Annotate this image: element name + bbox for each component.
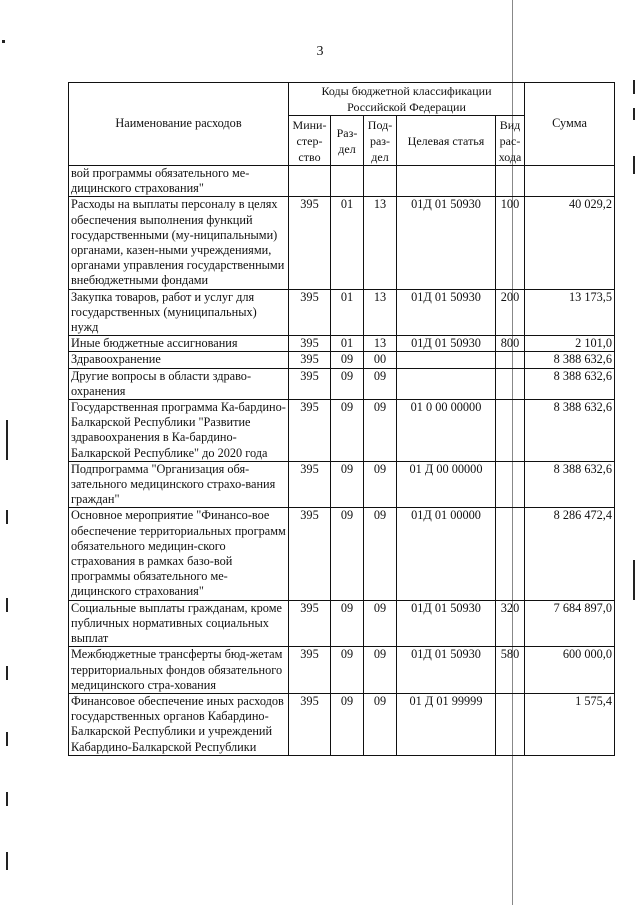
table-row bbox=[69, 508, 615, 600]
row-name: Социальные выплаты гражданам, кроме публичных нормативных социальных выплат bbox=[69, 600, 289, 647]
row-amount: 13 173,5 bbox=[525, 289, 615, 336]
table-row bbox=[69, 197, 615, 289]
row-ministry: 395 bbox=[289, 352, 331, 368]
row-ministry: 395 bbox=[289, 400, 331, 462]
row-amount bbox=[525, 166, 615, 197]
row-name: Межбюджетные трансферты бюд-жетам территориальных фондов обязательного медицинского стра-хования bbox=[69, 647, 289, 694]
row-amount: 600 000,0 bbox=[525, 647, 615, 694]
row-type: 580 bbox=[496, 647, 525, 694]
row-subsection: 09 bbox=[364, 368, 397, 399]
scan-artifact-mark bbox=[633, 108, 635, 120]
row-subsection: 13 bbox=[364, 336, 397, 352]
table-row bbox=[69, 647, 615, 694]
row-target: 01Д 01 50930 bbox=[397, 289, 496, 336]
row-amount: 8 388 632,6 bbox=[525, 400, 615, 462]
row-section bbox=[331, 166, 364, 197]
row-subsection: 00 bbox=[364, 352, 397, 368]
row-subsection: 09 bbox=[364, 461, 397, 508]
header-amount: Сумма bbox=[525, 83, 615, 166]
scan-artifact-mark bbox=[633, 560, 635, 600]
row-target: 01 Д 00 00000 bbox=[397, 461, 496, 508]
row-subsection: 09 bbox=[364, 600, 397, 647]
row-ministry: 395 bbox=[289, 461, 331, 508]
row-name: Закупка товаров, работ и услуг для государственных (муниципальных) нужд bbox=[69, 289, 289, 336]
row-type bbox=[496, 400, 525, 462]
row-name: Основное мероприятие "Финансо-вое обеспечение территориальных программ обязательного медицин-ского страхования в рамках базо-вой программы обязательного ме-дицинского страхования" bbox=[69, 508, 289, 600]
row-target bbox=[397, 166, 496, 197]
scan-artifact-mark bbox=[6, 852, 8, 870]
row-ministry: 395 bbox=[289, 197, 331, 289]
scan-artifact-mark bbox=[6, 792, 8, 806]
row-ministry: 395 bbox=[289, 289, 331, 336]
row-subsection: 13 bbox=[364, 289, 397, 336]
row-section: 09 bbox=[331, 400, 364, 462]
row-ministry bbox=[289, 166, 331, 197]
row-amount: 8 388 632,6 bbox=[525, 368, 615, 399]
header-expense-type: Вид рас-хода bbox=[496, 116, 525, 166]
row-section: 09 bbox=[331, 461, 364, 508]
header-subsection: Под-раз-дел bbox=[364, 116, 397, 166]
row-ministry: 395 bbox=[289, 693, 331, 755]
row-target: 01 Д 01 99999 bbox=[397, 693, 496, 755]
row-subsection: 09 bbox=[364, 400, 397, 462]
header-section: Раз-дел bbox=[331, 116, 364, 166]
row-name: Финансовое обеспечение иных расходов государственных органов Кабардино-Балкарской Республики и учреждений Кабардино-Балкарской Республики bbox=[69, 693, 289, 755]
scan-artifact-mark bbox=[6, 510, 8, 524]
scan-artifact-mark bbox=[633, 80, 635, 94]
header-target: Целевая статья bbox=[397, 116, 496, 166]
row-target: 01Д 01 50930 bbox=[397, 336, 496, 352]
row-type bbox=[496, 352, 525, 368]
row-target bbox=[397, 352, 496, 368]
row-section: 01 bbox=[331, 289, 364, 336]
row-ministry: 395 bbox=[289, 647, 331, 694]
row-target: 01 0 00 00000 bbox=[397, 400, 496, 462]
table-row bbox=[69, 693, 615, 755]
row-amount: 2 101,0 bbox=[525, 336, 615, 352]
row-amount: 8 286 472,4 bbox=[525, 508, 615, 600]
row-type bbox=[496, 508, 525, 600]
scan-artifact-mark bbox=[6, 732, 8, 746]
row-name: Государственная программа Ка-бардино-Балкарской Республики "Развитие здравоохранения в Ка-бардино-Балкарской Республике" до 2020 года bbox=[69, 400, 289, 462]
row-target: 01Д 01 50930 bbox=[397, 197, 496, 289]
header-codes-group: Коды бюджетной классификации Российской Федерации bbox=[289, 83, 525, 116]
row-section: 01 bbox=[331, 336, 364, 352]
row-target: 01Д 01 50930 bbox=[397, 647, 496, 694]
row-subsection: 09 bbox=[364, 647, 397, 694]
row-name: Другие вопросы в области здраво-охранения bbox=[69, 368, 289, 399]
row-section: 09 bbox=[331, 647, 364, 694]
scan-artifact-mark bbox=[6, 666, 8, 680]
table-row bbox=[69, 368, 615, 399]
budget-table bbox=[68, 82, 615, 756]
row-ministry: 395 bbox=[289, 368, 331, 399]
table-row bbox=[69, 400, 615, 462]
table-row bbox=[69, 289, 615, 336]
row-section: 09 bbox=[331, 693, 364, 755]
scan-artifact-mark bbox=[633, 156, 635, 174]
row-type: 800 bbox=[496, 336, 525, 352]
table-row bbox=[69, 600, 615, 647]
table-row bbox=[69, 461, 615, 508]
row-amount: 1 575,4 bbox=[525, 693, 615, 755]
page-number: 3 bbox=[316, 44, 324, 59]
scan-artifact-mark bbox=[6, 420, 8, 460]
row-amount: 8 388 632,6 bbox=[525, 352, 615, 368]
row-type bbox=[496, 368, 525, 399]
row-ministry: 395 bbox=[289, 336, 331, 352]
table-row bbox=[69, 352, 615, 368]
row-name: Здравоохранение bbox=[69, 352, 289, 368]
row-name: Расходы на выплаты персоналу в целях обеспечения выполнения функций государственными (му-ниципальными) органами, казен-ными учреждениями, органами управления государственными внебюджетными фондами bbox=[69, 197, 289, 289]
scan-artifact-mark bbox=[2, 40, 5, 43]
row-subsection: 13 bbox=[364, 197, 397, 289]
row-section: 09 bbox=[331, 508, 364, 600]
row-section: 01 bbox=[331, 197, 364, 289]
row-amount: 40 029,2 bbox=[525, 197, 615, 289]
row-name: Подпрограмма "Организация обя-зательного медицинского страхо-вания граждан" bbox=[69, 461, 289, 508]
table-row bbox=[69, 336, 615, 352]
row-type bbox=[496, 461, 525, 508]
row-type: 320 bbox=[496, 600, 525, 647]
row-name: вой программы обязательного ме-дицинского страхования" bbox=[69, 166, 289, 197]
header-ministry: Мини-стер-ство bbox=[289, 116, 331, 166]
row-subsection: 09 bbox=[364, 508, 397, 600]
row-amount: 8 388 632,6 bbox=[525, 461, 615, 508]
row-subsection bbox=[364, 166, 397, 197]
table-row bbox=[69, 166, 615, 197]
header-name: Наименование расходов bbox=[69, 83, 289, 166]
row-section: 09 bbox=[331, 368, 364, 399]
row-target: 01Д 01 50930 bbox=[397, 600, 496, 647]
row-type: 100 bbox=[496, 197, 525, 289]
row-target: 01Д 01 00000 bbox=[397, 508, 496, 600]
row-section: 09 bbox=[331, 600, 364, 647]
row-target bbox=[397, 368, 496, 399]
row-type bbox=[496, 693, 525, 755]
row-name: Иные бюджетные ассигнования bbox=[69, 336, 289, 352]
row-type bbox=[496, 166, 525, 197]
row-ministry: 395 bbox=[289, 508, 331, 600]
row-section: 09 bbox=[331, 352, 364, 368]
row-type: 200 bbox=[496, 289, 525, 336]
row-subsection: 09 bbox=[364, 693, 397, 755]
scan-artifact-mark bbox=[6, 598, 8, 612]
row-amount: 7 684 897,0 bbox=[525, 600, 615, 647]
row-ministry: 395 bbox=[289, 600, 331, 647]
